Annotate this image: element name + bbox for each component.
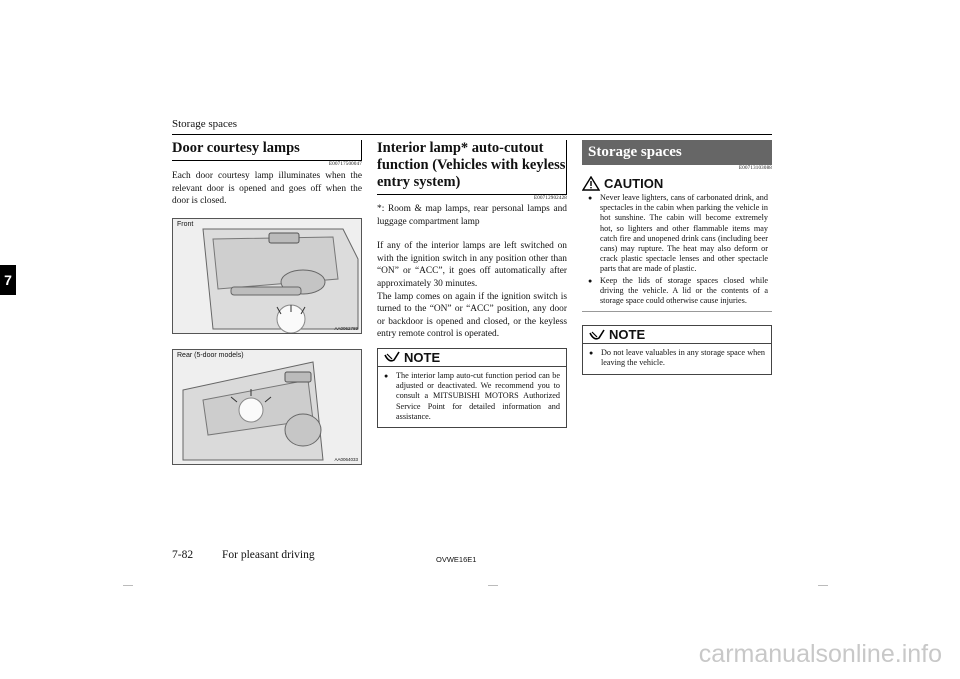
- section-heading-door-courtesy: Door courtesy lamps: [172, 140, 362, 161]
- bullet-icon: ●: [588, 194, 593, 202]
- figure-front-door: [172, 218, 362, 334]
- figure-label: Front: [177, 221, 194, 228]
- bullet-icon: ●: [384, 371, 389, 380]
- bullet-icon: ●: [589, 349, 594, 358]
- caution-text: Never leave lighters, cans of carbonated drink, and spectacles in the cabin when parking the vehicle in hot sunshine. The cabin will become extremely hot, so lighters and other flammable items may catch fire and unopened drink cans (including beer cans) may rupture. The heat may also deform or crack plastic spectacle lenses and other spectacle parts that are made of plastic.: [600, 193, 768, 274]
- note-pen-icon: [384, 351, 400, 363]
- list-item: [384, 371, 560, 422]
- note-title: NOTE: [404, 349, 441, 365]
- watermark: carmanualsonline.info: [698, 640, 942, 668]
- footer-code: OVWE16E1: [436, 555, 477, 564]
- section-code: E00712902428: [534, 196, 567, 201]
- note-header: [378, 349, 566, 367]
- rear-door-illustration: [173, 350, 361, 464]
- note-text: Do not leave valuables in any storage space when leaving the vehicle.: [601, 348, 765, 368]
- figure-code: AA0064033: [334, 457, 358, 462]
- bullet-icon: ●: [588, 276, 593, 285]
- list-item: [589, 348, 765, 368]
- caution-title: CAUTION: [604, 175, 664, 191]
- figure-code: AA0062789: [334, 326, 358, 331]
- note-header: [583, 326, 771, 344]
- list-item: [588, 276, 768, 307]
- column-storage-spaces: [582, 140, 772, 375]
- door-panel-illustration: [173, 219, 361, 333]
- note-box: [377, 348, 567, 428]
- crop-mark: [818, 585, 828, 586]
- section-code: E00717500047: [329, 162, 362, 167]
- column-interior-lamp: [377, 140, 567, 428]
- body-text: If any of the interior lamps are left switched on with the ignition switch in any position other than “ON” or “ACC”, it goes off automatically after approximately 30 minutes.: [377, 241, 567, 289]
- section-heading-interior-lamp: Interior lamp* auto-cutout function (Vehicles with keyless entry system): [377, 140, 567, 195]
- caution-header: [582, 174, 772, 192]
- body-text: The lamp comes on again if the ignition switch is turned to the “ON” or “ACC” position, any door or backdoor is opened and closed, or the keyless entry remote control is operated.: [377, 291, 567, 340]
- divider: [582, 311, 772, 312]
- note-pen-icon: [589, 329, 605, 341]
- chapter-tab: 7: [0, 265, 16, 295]
- figure-label: Rear (5-door models): [177, 352, 244, 359]
- page-number: 7-82: [172, 549, 194, 561]
- caution-text: Keep the lids of storage spaces closed while driving the vehicle. A lid or the contents of a storage space could otherwise cause injuries.: [600, 275, 768, 306]
- caution-box: [582, 174, 772, 306]
- note-box: [582, 325, 772, 374]
- section-code: E00713103088: [739, 166, 772, 171]
- footnote-text: *: Room & map lamps, rear personal lamps and luggage compartment lamp: [377, 204, 567, 227]
- header-rule: [172, 134, 772, 135]
- warning-triangle-icon: [582, 176, 600, 191]
- column-door-courtesy: [172, 140, 362, 208]
- list-item: [588, 193, 768, 275]
- figure-rear-door: [172, 349, 362, 465]
- section-heading-storage: Storage spaces: [582, 140, 772, 165]
- note-title: NOTE: [609, 327, 646, 343]
- crop-mark: [488, 585, 498, 586]
- footer-section: For pleasant driving: [222, 549, 315, 561]
- crop-mark: [123, 585, 133, 586]
- running-header: Storage spaces: [172, 118, 238, 130]
- body-text: Each door courtesy lamp illuminates when the relevant door is opened and goes off when the door is closed.: [172, 171, 362, 207]
- note-text: The interior lamp auto-cut function period can be adjusted or deactivated. We recommend you to consult a MITSUBISHI MOTORS Authorized Service Point for detailed information and assistance.: [396, 370, 560, 421]
